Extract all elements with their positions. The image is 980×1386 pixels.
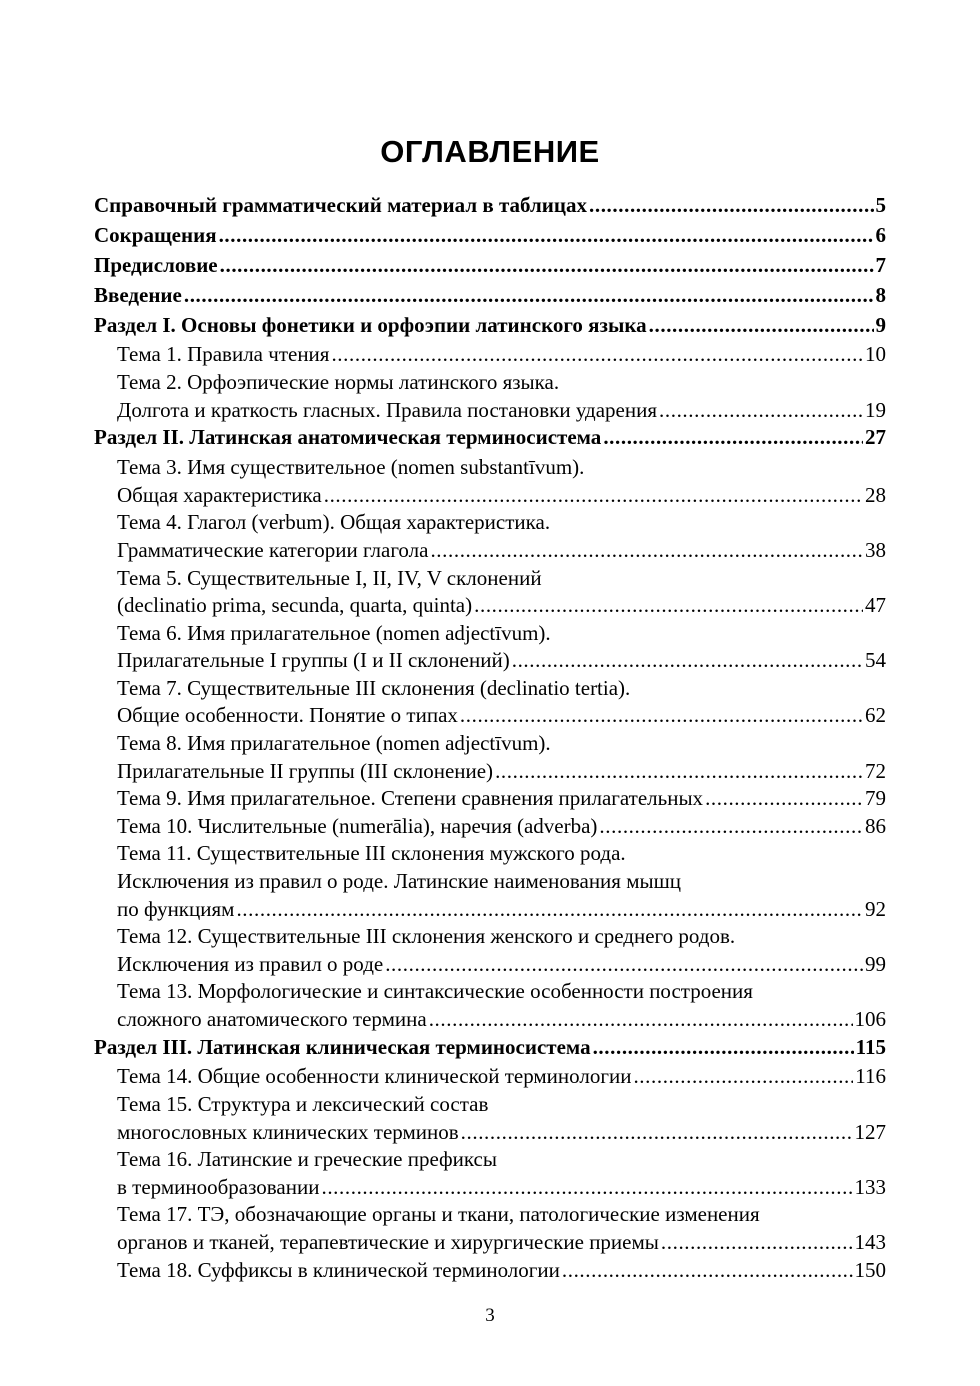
toc-topic-entry <box>117 565 886 620</box>
toc-topic-entry <box>117 509 886 564</box>
toc-topic-entry <box>117 1091 886 1146</box>
toc-entry-last-line <box>117 896 886 924</box>
dot-leader <box>324 482 863 510</box>
dot-leader <box>461 1119 853 1147</box>
dot-leader <box>331 341 863 369</box>
toc-entry-line: Тема 3. Имя существительное (nomen substantīvum). <box>117 455 585 480</box>
toc-entry-last-line <box>117 951 886 979</box>
toc-entry-last-line <box>117 397 886 425</box>
toc-page-number: 7 <box>875 252 886 277</box>
dot-leader <box>430 537 863 565</box>
toc-entry-line: Тема 13. Морфологические и синтаксические особенности построения <box>117 979 753 1004</box>
toc-entry-line: Тема 16. Латинские и греческие префиксы <box>117 1147 497 1172</box>
toc-section-entry <box>94 282 886 310</box>
toc-entry-text: Тема 1. Правила чтения <box>117 342 330 367</box>
toc-entry-text: Введение <box>94 282 182 307</box>
toc-entry-text: Прилагательные I группы (I и II склонений) <box>117 648 510 673</box>
toc-topic-entry <box>117 341 886 369</box>
toc-section-entry <box>94 424 886 452</box>
toc-page-number: 116 <box>855 1064 886 1089</box>
toc-page-number: 62 <box>865 703 886 728</box>
toc-page-number: 38 <box>865 537 886 562</box>
toc-entry-last-line <box>94 192 886 220</box>
toc-page-number: 10 <box>865 342 886 367</box>
toc-entry-line: Тема 5. Существительные I, II, IV, V склонений <box>117 565 542 590</box>
toc-entry-text: Грамматические категории глагола <box>117 537 429 562</box>
toc-entry-line: Исключения из правил о роде. Латинские наименования мышц <box>117 869 682 894</box>
toc-topic-entry <box>117 1257 886 1285</box>
dot-leader <box>603 424 863 452</box>
toc-entry-last-line <box>94 1034 886 1062</box>
dot-leader <box>633 1063 853 1091</box>
toc-entry-text: Раздел III. Латинская клиническая терминосистема <box>94 1034 591 1059</box>
toc-page-number: 115 <box>855 1034 886 1059</box>
toc-entry-last-line <box>94 252 886 280</box>
toc-entry-text: Предисловие <box>94 252 218 277</box>
toc-entry-last-line <box>117 1229 886 1257</box>
dot-leader <box>429 1006 853 1034</box>
toc-page-number: 54 <box>865 648 886 673</box>
toc-topic-entry <box>117 1063 886 1091</box>
toc-entry-text: Тема 18. Суффиксы в клинической терминологии <box>117 1257 560 1282</box>
toc-entry-text: сложного анатомического термина <box>117 1007 427 1031</box>
dot-leader <box>495 758 863 786</box>
toc-page-number: 5 <box>875 193 886 217</box>
toc-page-number: 27 <box>865 425 886 450</box>
table-of-contents <box>94 192 886 1284</box>
toc-page-number: 9 <box>875 312 886 337</box>
dot-leader <box>659 397 863 425</box>
toc-page-number: 8 <box>875 282 886 307</box>
toc-page-number: 92 <box>865 896 886 921</box>
toc-entry-last-line <box>117 341 886 369</box>
toc-page-number: 99 <box>865 951 886 976</box>
toc-entry-text: Тема 9. Имя прилагательное. Степени сравнения прилагательных <box>117 786 704 811</box>
toc-section-entry <box>94 312 886 340</box>
toc-entry-last-line <box>94 312 886 340</box>
toc-page-number: 6 <box>875 222 886 247</box>
toc-entry-last-line <box>117 813 886 841</box>
toc-topic-entry <box>117 620 886 675</box>
toc-entry-last-line <box>117 1257 886 1285</box>
toc-entry-line: Тема 6. Имя прилагательное (nomen adjectīvum). <box>117 620 551 645</box>
toc-entry-text: Прилагательные II группы (III склонение) <box>117 758 494 783</box>
toc-section-entry <box>94 1034 886 1062</box>
toc-topic-entry <box>117 978 886 1033</box>
dot-leader <box>661 1229 853 1257</box>
dot-leader <box>474 592 863 620</box>
toc-topic-entry <box>117 840 886 923</box>
toc-entry-last-line <box>117 1063 886 1091</box>
dot-leader <box>385 951 863 979</box>
toc-entry-last-line <box>117 1174 886 1202</box>
toc-topic-entry <box>117 454 886 509</box>
dot-leader <box>593 1034 854 1062</box>
toc-entry-line: Тема 7. Существительные III склонения (declinatio tertia). <box>117 675 631 700</box>
toc-entry-text: в терминообразовании <box>117 1174 320 1199</box>
toc-entry-line: Тема 11. Существительные III склонения мужского рода. <box>117 841 626 866</box>
toc-topic-entry <box>117 923 886 978</box>
dot-leader <box>562 1257 853 1285</box>
toc-entry-last-line <box>117 1006 886 1034</box>
toc-entry-text: Раздел I. Основы фонетики и орфоэпии латинского языка <box>94 312 647 337</box>
toc-page-number: 127 <box>854 1119 886 1144</box>
toc-page-number: 133 <box>854 1174 886 1199</box>
page-number: 3 <box>485 1305 495 1326</box>
toc-entry-line: Тема 8. Имя прилагательное (nomen adjectīvum). <box>117 731 551 756</box>
toc-page-number: 79 <box>865 786 886 811</box>
toc-topic-entry <box>117 675 886 730</box>
toc-topic-entry <box>117 813 886 841</box>
toc-entry-text: Исключения из правил о роде <box>117 951 384 976</box>
dot-leader <box>599 813 863 841</box>
toc-entry-line: Тема 17. ТЭ, обозначающие органы и ткани, патологические изменения <box>117 1202 760 1227</box>
dot-leader <box>460 702 863 730</box>
toc-entry-line: Тема 4. Глагол (verbum). Общая характеристика. <box>117 510 551 535</box>
toc-entry-text: Справочный грамматический материал в таблицах <box>94 193 587 217</box>
toc-topic-entry <box>117 1201 886 1256</box>
dot-leader <box>321 1174 852 1202</box>
toc-topic-entry <box>117 369 886 424</box>
toc-entry-text: по функциям <box>117 896 235 921</box>
toc-page-number: 72 <box>865 758 886 783</box>
toc-entry-last-line <box>94 282 886 310</box>
toc-page-number: 143 <box>854 1230 886 1255</box>
toc-page-number: 106 <box>854 1007 886 1031</box>
toc-entry-last-line <box>94 222 886 250</box>
dot-leader <box>705 785 863 813</box>
dot-leader <box>589 192 874 220</box>
toc-topic-entry <box>117 1146 886 1201</box>
dot-leader <box>220 252 874 280</box>
page-title: ОГЛАВЛЕНИЕ <box>380 134 600 169</box>
dot-leader <box>512 647 863 675</box>
toc-page-number: 150 <box>854 1257 886 1282</box>
toc-page-number: 28 <box>865 482 886 507</box>
toc-section-entry <box>94 222 886 250</box>
toc-entry-text: Долгота и краткость гласных. Правила постановки ударения <box>117 397 658 422</box>
toc-entry-last-line <box>117 785 886 813</box>
toc-entry-text: Раздел II. Латинская анатомическая терминосистема <box>94 425 602 450</box>
toc-entry-last-line <box>117 647 886 675</box>
toc-entry-last-line <box>117 537 886 565</box>
toc-page-number: 86 <box>865 813 886 838</box>
toc-entry-line: Тема 12. Существительные III склонения женского и среднего родов. <box>117 924 736 949</box>
toc-entry-last-line <box>117 1119 886 1147</box>
toc-entry-last-line <box>117 758 886 786</box>
toc-entry-text: Сокращения <box>94 222 217 247</box>
toc-entry-text: Общая характеристика <box>117 482 322 507</box>
toc-topic-entry <box>117 785 886 813</box>
toc-section-entry <box>94 252 886 280</box>
dot-leader <box>236 896 863 924</box>
toc-entry-text: многословных клинических терминов <box>117 1119 459 1144</box>
toc-topic-entry <box>117 730 886 785</box>
toc-entry-text: (declinatio prima, secunda, quarta, quinta) <box>117 593 473 618</box>
toc-entry-text: органов и тканей, терапевтические и хирургические приемы <box>117 1230 659 1255</box>
toc-entry-line: Тема 15. Структура и лексический состав <box>117 1092 489 1117</box>
toc-entry-text: Тема 10. Числительные (numerālia), наречия (adverba) <box>117 813 598 838</box>
toc-page-number: 19 <box>865 397 886 422</box>
toc-section-entry <box>94 192 886 220</box>
dot-leader <box>219 222 874 250</box>
toc-entry-last-line <box>94 424 886 452</box>
toc-entry-line: Тема 2. Орфоэпические нормы латинского языка. <box>117 370 560 395</box>
dot-leader <box>184 282 874 310</box>
toc-entry-last-line <box>117 482 886 510</box>
toc-entry-last-line <box>117 702 886 730</box>
dot-leader <box>649 312 874 340</box>
toc-entry-last-line <box>117 592 886 620</box>
toc-page-number: 47 <box>865 593 886 618</box>
toc-entry-text: Общие особенности. Понятие о типах <box>117 703 458 728</box>
toc-entry-text: Тема 14. Общие особенности клинической терминологии <box>117 1064 632 1089</box>
